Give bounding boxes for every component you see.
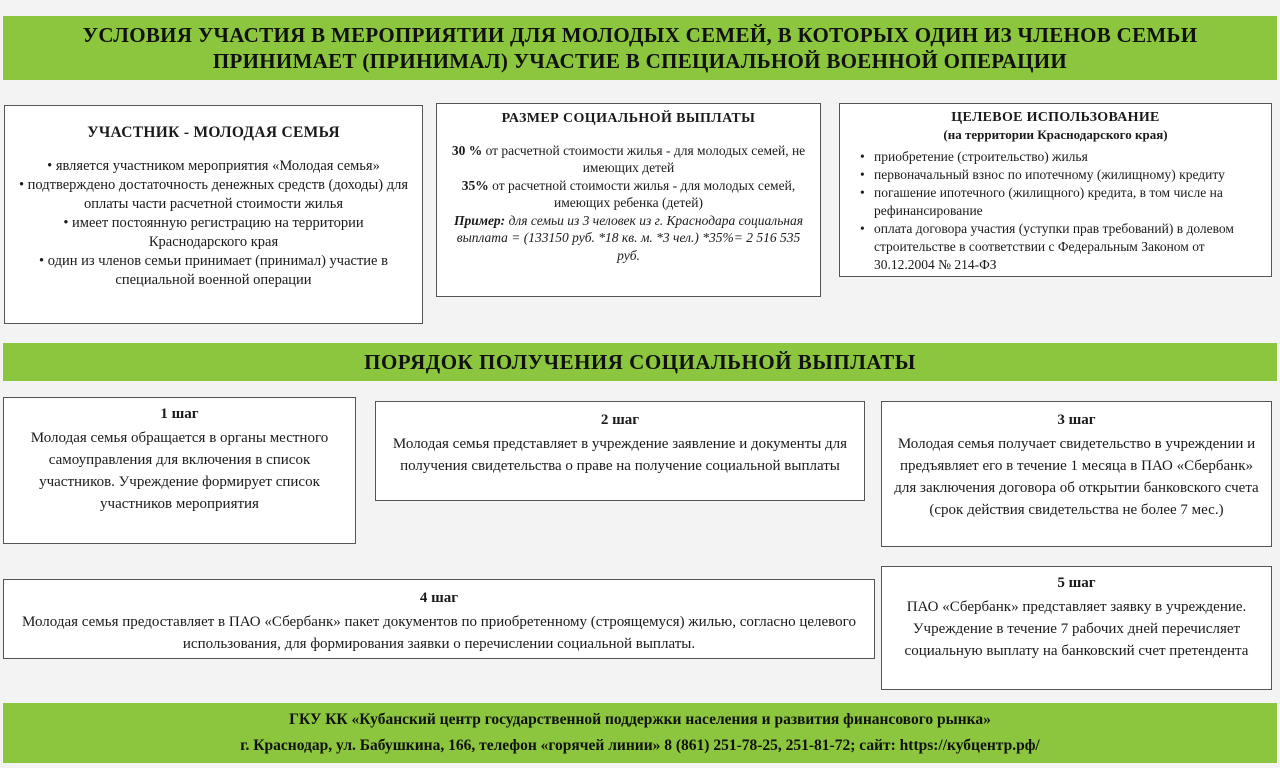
- step-label: 1 шаг: [160, 406, 199, 422]
- payment-example: [449, 212, 808, 265]
- target-use-item: • первоначальный взнос по ипотечному (жилищному) кредиту: [850, 166, 1261, 184]
- target-use-list: [850, 148, 1261, 274]
- step-label: 4 шаг: [419, 590, 459, 606]
- step-box-4: [3, 579, 875, 659]
- rate-value-1: 30 %: [451, 142, 483, 158]
- participant-item: • имеет постоянную регистрацию на территории Краснодарского края: [15, 214, 412, 252]
- step-text: Молодая семья обращается в органы местного самоуправления для включения в список участников. Учреждение формирует список участников мероприятия: [30, 430, 329, 512]
- target-use-box: [839, 103, 1272, 277]
- payment-size-box: [436, 103, 821, 297]
- target-use-heading: ЦЕЛЕВОЕ ИСПОЛЬЗОВАНИЕ: [951, 110, 1160, 125]
- step-text: Молодая семья получает свидетельство в учреждении и предъявляет его в течение 1 месяца в ПАО «Сбербанк» для заключения договора об открытии банковского счета (срок действия свидетельства не более 7 мес.): [894, 436, 1259, 518]
- step-label: 2 шаг: [600, 412, 640, 428]
- participant-box: [4, 105, 423, 324]
- target-use-subheading: (на территории Краснодарского края): [943, 127, 1168, 142]
- title-banner: [3, 16, 1277, 80]
- participant-item: • является участником мероприятия «Молодая семья»: [15, 157, 412, 176]
- example-text: для семьи из 3 человек из г. Краснодара социальная выплата = (133150 руб. *18 кв. м. *3 чел.) *35%= 2 516 535 руб.: [456, 212, 804, 263]
- participant-item: • подтверждено достаточность денежных средств (доходы) для оплаты части расчетной стоимости жилья: [15, 176, 412, 214]
- step-text: ПАО «Сбербанк» представляет заявку в учреждение. Учреждение в течение 7 рабочих дней перечисляет социальную выплату на банковский счет претендента: [904, 599, 1249, 659]
- footer-contacts: г. Краснодар, ул. Бабушкина, 166, телефон «горячей линии» 8 (861) 251-78-25, 251-81-72; сайт: https://кубцентр.рф/: [240, 737, 1040, 754]
- rate-with-children: [449, 177, 808, 212]
- title-line-2: ПРИНИМАЕТ (ПРИНИМАЛ) УЧАСТИЕ В СПЕЦИАЛЬНОЙ ВОЕННОЙ ОПЕРАЦИИ: [212, 49, 1068, 73]
- target-use-item: • приобретение (строительство) жилья: [850, 148, 1261, 166]
- step-box-3: [881, 401, 1272, 547]
- step-text: Молодая семья предоставляет в ПАО «Сбербанк» пакет документов по приобретенному (строящемуся) жилью, согласно целевого использования, для формирования заявки о перечислении социальной выплаты.: [22, 614, 856, 652]
- step-box-5: [881, 566, 1272, 690]
- step-text: Молодая семья представляет в учреждение заявление и документы для получения свидетельства о праве на получение социальной выплаты: [392, 436, 848, 474]
- participant-heading: УЧАСТНИК - МОЛОДАЯ СЕМЬЯ: [87, 124, 340, 141]
- step-label: 5 шаг: [1057, 575, 1096, 591]
- rate-no-children: [449, 142, 808, 177]
- target-use-item: • оплата договора участия (уступки прав требований) в долевом строительстве в соответствии с Федеральным Законом от 30.12.2004 № 214-ФЗ: [850, 220, 1261, 274]
- rate-value-2: 35%: [461, 177, 489, 193]
- participant-item: • один из членов семьи принимает (принимал) участие в специальной военной операции: [15, 252, 412, 290]
- target-use-item: • погашение ипотечного (жилищного) кредита, в том числе на рефинансирование: [850, 184, 1261, 220]
- step-box-1: [3, 397, 356, 544]
- rate-text-1: от расчетной стоимости жилья - для молодых семей, не имеющих детей: [482, 142, 806, 175]
- step-box-2: [375, 401, 865, 501]
- example-label: Пример:: [453, 212, 506, 228]
- participant-list: [15, 157, 412, 290]
- title-line-1: УСЛОВИЯ УЧАСТИЯ В МЕРОПРИЯТИИ ДЛЯ МОЛОДЫХ СЕМЕЙ, В КОТОРЫХ ОДИН ИЗ ЧЛЕНОВ СЕМЬИ: [82, 23, 1198, 47]
- footer-organization: ГКУ КК «Кубанский центр государственной поддержки населения и развития финансового рынка»: [289, 711, 991, 728]
- step-label: 3 шаг: [1057, 412, 1096, 428]
- rate-text-2: от расчетной стоимости жилья - для молодых семей, имеющих ребенка (детей): [488, 177, 796, 210]
- payment-size-heading: РАЗМЕР СОЦИАЛЬНОЙ ВЫПЛАТЫ: [501, 111, 756, 126]
- order-heading: ПОРЯДОК ПОЛУЧЕНИЯ СОЦИАЛЬНОЙ ВЫПЛАТЫ: [3, 343, 1277, 381]
- footer-banner: [3, 703, 1277, 763]
